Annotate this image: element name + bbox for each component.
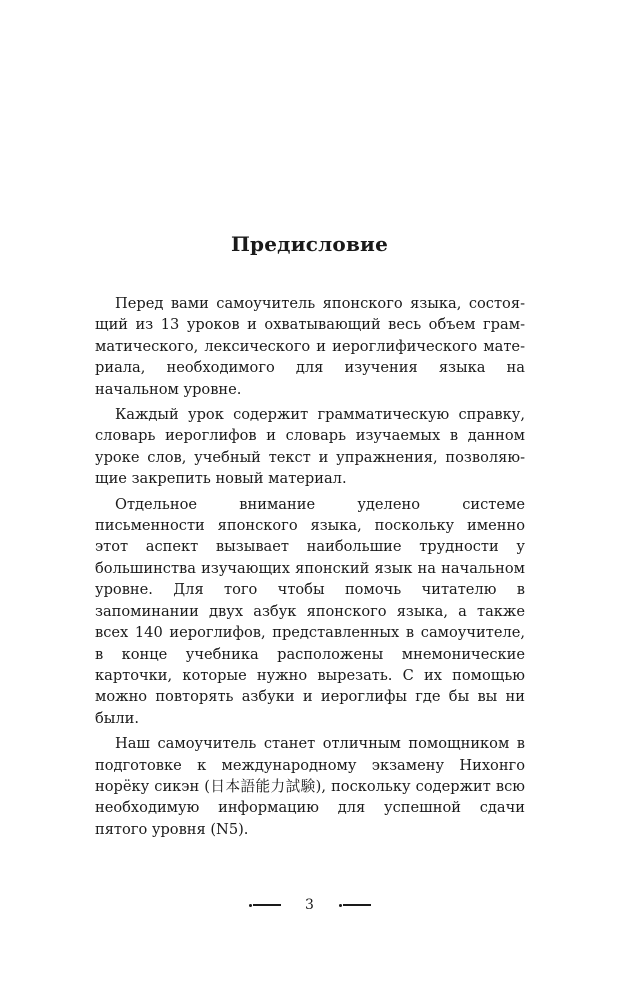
- page-number: 3: [305, 897, 314, 913]
- page-footer: [0, 897, 619, 913]
- page-title: Предисловие: [230, 232, 389, 256]
- paragraph-3: Отдельное внимание уделено системе письменности японского языка, поскольку именно этот аспект вызывает наибольшие трудности у большинства изучающих японский язык на начальном уровне. Для того чтобы помочь читателю в запоминании двух азбук японского языка, а также всех 140 иероглифов, представленных в самоучителе, в конце учебника расположены мнемонические карточки, которые нужно вырезать. С их помощью можно повторять азбуки и иероглифы где бы вы ни были.: [95, 495, 525, 727]
- body-text: [95, 293, 525, 840]
- folio-ornament-left: [248, 904, 281, 907]
- paragraph-2: Каждый урок содержит грамматическую справку, словарь иероглифов и словарь изучаемых в данном уроке слов, учебный текст и упражнения, позволяющие закрепить новый материал.: [95, 406, 525, 488]
- folio-ornament-right: [338, 904, 371, 907]
- paragraph-1: Перед вами самоучитель японского языка, состоящий из 13 уроков и охватывающий весь объем грамматического, лексического и иероглифического материала, необходимого для изучения языка на начальном уровне.: [95, 295, 525, 398]
- paragraph-4: Наш самоучитель станет отличным помощником в подготовке к международному экзамену Нихонго норёку сикэн (日本語能力試験), поскольку содержит всю необходимую информацию для успешной сдачи пятого уровня (N5).: [95, 735, 525, 838]
